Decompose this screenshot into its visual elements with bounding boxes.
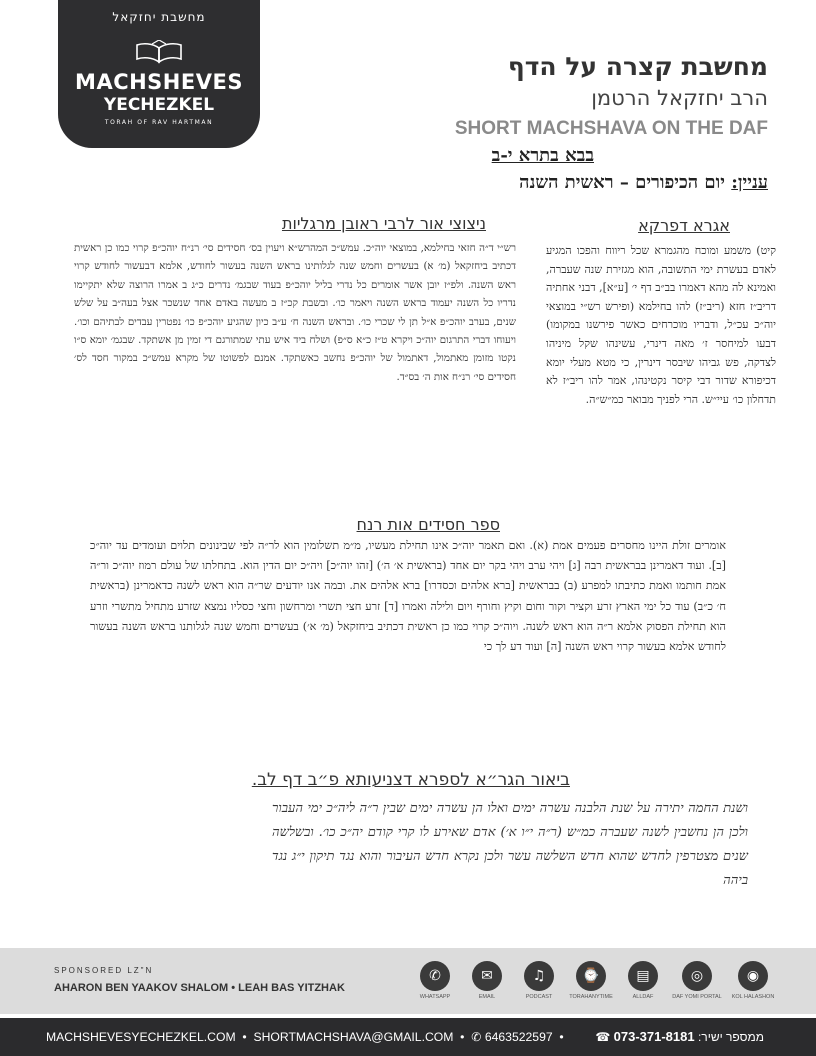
alldaf-link[interactable]	[618, 961, 668, 1000]
section-title-agra: אגרא דפרקא	[638, 216, 730, 235]
topic-line	[519, 172, 768, 193]
kol-halashon-link[interactable]	[728, 961, 778, 1000]
logo-tagline: TORAH OF RAV HARTMAN	[104, 119, 214, 126]
separator-dot: •	[239, 1030, 251, 1044]
section-title-sefer-chasidim: ספר חסידים אות רנח	[356, 515, 500, 534]
logo-line-2: YECHEZKEL	[103, 95, 215, 115]
whatsapp-icon: ✆	[420, 961, 450, 991]
contact-links	[46, 1030, 564, 1044]
podcast-icon: ♫	[524, 961, 554, 991]
daf-yomi-portal-icon: ◎	[682, 961, 712, 991]
phone-label: ממספר ישיר:	[697, 1030, 764, 1044]
section-text-biur-hagra: ושנת החמה יתירה על שנת הלבנה עשרה ימים ואלו הן עשרה ימים שבין ר״ה ליה״כ ימי העבור ולכן הן נחשבין לשנה שעברה כמ״ש (ר״ה י״ו א׳) אדם שאירע לו קרי קודם יה״כ כו׳. ובשלשה שנים מצטרפין לחדש שהוא חדש השלשה עשר ולכן נקרא חדש העיבור והוא נגד תיקון י״ג נגד ביהה	[272, 801, 748, 888]
section-text-sefer-chasidim: אומרים זולת היינו מחסרים פעמים אמת (א). ואם תאמר יוה״כ אינו תחילת מעשיו, מ״מ תשלומין הוא לר״ה לפי שבינונים תלוים ועומדים עד יוה״כ [ב]. ועוד דאמרינן בבראשית רבה [ג] ויהי ערב ויהי בקר יום אחד (בראשית א׳ ה׳) [זהו יוה״כ] ויה״כ יום הדין הוא. בתחלתו של עולם רמוז יוה״כ ור״ה אמת חותמו ואמת כתיבתו למפרע (ב) בבראשית [ברא אלהים וכסדרו] ברא אלהים את. ובמה אנו יודעים שר״ה הוא ראש לשנה כדאמרינן (בראשית ח׳ כ״ב) עוד כל ימי הארץ זרע וקציר וקור וחום וקיץ וחורף ויום ולילה ואמרו [ד] זרע חצי תשרי ומרחשון וחצי כסליו נמצא שזרע מתחיל מתשרי וזרע הוא תחילת הפסוק אלמא ר״ה הוא ראש לשנה. ויוה״כ קרוי כמו כן ראשית דכתיב ביחזקאל (מ׳ א׳) בעשרים וחמש שנה לגלותנו בראש השנה בעשור לחודש אלמא בעשור קרוי ראש השנה [ה] ועוד דע לך כי	[90, 539, 726, 654]
torahanytime-link[interactable]	[566, 961, 616, 1000]
daf-yomi-portal-link[interactable]	[672, 961, 722, 1000]
daf-yomi-portal-label: DAF YOMI PORTAL	[672, 994, 722, 1000]
whatsapp-link[interactable]	[410, 961, 460, 1000]
torahanytime-icon: ⌚	[576, 961, 606, 991]
daf-reference: בבא בתרא י-ב	[491, 145, 594, 166]
author-name: הרב יחזקאל הרטמן	[591, 86, 768, 110]
kol-halashon-icon: ◉	[738, 961, 768, 991]
whatsapp-small-icon: ✆	[471, 1030, 482, 1044]
phone-number[interactable]: 073-371-8181	[613, 1029, 695, 1044]
english-title: SHORT MACHSHAVA ON THE DAF	[454, 118, 768, 139]
email-icon: ✉	[472, 961, 502, 991]
logo-line-1: MACHSHEVES	[75, 70, 243, 94]
alldaf-icon: ▤	[628, 961, 658, 991]
whatsapp-number[interactable]: 6463522597	[484, 1030, 553, 1044]
topic-label: עניין:	[731, 172, 768, 193]
section-title-biur-hagra: ביאור הגר״א לספרא דצניעותא פ״ב דף לב.	[251, 770, 570, 790]
torahanytime-label: TORAHANYTIME	[569, 994, 613, 1000]
platform-links	[410, 961, 786, 1005]
sponsored-label: SPONSORED LZ"N	[54, 966, 154, 975]
email-address-link[interactable]: SHORTMACHSHAVA@GMAIL.COM	[253, 1030, 454, 1044]
section-text-agra: קיט) משמע ומוכח מהגמרא שכל ריווח והפכו המגיע לאדם בעשרת ימי התשובה, הוא מגזירת שנה שעברה, ואמינא לה מהא דאמרו בב״ב דף י׳ [ע״א], דבני אחתיה דריב״ז חזא (ריב״ז) להו בחילמא (ופירש רש״י במוצאי יוה״כ עכ״ל, ודבריו מוכרחים כאשר פירשנו במקומו) דבעו למיחסר ז׳ מאה דינרי, עשינהו שקל מיניהו לצדקה, פש גביהו שיבסר דינרין, כי מטא מעלי יומא דכיפורא שדור דבי קיסר נקטינהו, אמר להו ריב״ז לא תדחלון כו׳ עיי״ש. הרי לפניך מבואר כמ״ש״ה.	[546, 244, 776, 406]
logo-hebrew-text: מחשבת יחזקאל	[112, 10, 206, 24]
podcast-link[interactable]	[514, 961, 564, 1000]
separator-dot: •	[456, 1030, 468, 1044]
podcast-label: PODCAST	[525, 994, 553, 1000]
alldaf-label: ALLDAF	[632, 994, 654, 1000]
phone-icon: ☎	[595, 1030, 611, 1044]
sponsored-names: AHARON BEN YAAKOV SHALOM • LEAH BAS YITZHAK	[54, 982, 345, 994]
open-book-icon	[134, 40, 184, 66]
logo	[58, 0, 260, 148]
email-label: EMAIL	[478, 994, 496, 1000]
topic-text: יום הכיפורים – ראשית השנה	[519, 172, 725, 193]
contact-bar	[0, 1018, 816, 1056]
kol-halashon-label: KOL HALASHON	[731, 994, 775, 1000]
section-title-nitzotzei-or: ניצוצי אור לרבי ראובן מרגליות	[281, 214, 486, 233]
email-link[interactable]	[462, 961, 512, 1000]
phone-line	[595, 1029, 764, 1044]
page-title: מחשבת קצרה על הדף	[507, 52, 768, 81]
whatsapp-label: WHATSAPP	[419, 994, 451, 1000]
separator-dot: •	[556, 1030, 564, 1044]
section-text-nitzotzei-or: רש״י ד״ה חזאי בחילמא, במוצאי יוה״כ. עמש״כ המהרש״א ויעוין בס׳ חסידים סי׳ רנ״ח יוהכ״פ קרוי כמו כן ראשית דכתיב ביחזקאל (מ׳ א) בעשרים וחמש שנה לגלותינו בראש השנה בעשור לחודש, אלמא דבעשור לחודש קרוי ראש השנה. ולפ״ז יובן אשר אומרים כל נדרי בליל יוהכ״פ בעוד שבגמ׳ נדרים כ״ג ב אמרו הרוצה שלא יתקיימו נדריו כל השנה יעמוד בראש השנה ויאמר כו׳. ובשבת קכ״ז ב מעשה באדם אחד שנשכר אצל בעה״ב על שלש שנים, בערב יוהכ״פ א״ל תן לי שכרי כו׳. ובראש השנה ח׳ ע״ב כיון שהגיע יוהכ״פ כו׳ נפטרין עבדים לבתיהם וכו׳. ויעוחו דברי התרגום יוה״כ ויקרא ט״ז כ״א ס״פ) ושלח ביד איש עתי שמתורגם די זמין מן אשתקד. שבגמ׳ יומא ס״ו נקטו מזומן מאתמול, דאתמול של יוהכ״פ נחשב כאשתקד. אמנם לפשוטו של מקרא עמש״כ במקור חסד לס׳ חסידים סי׳ רנ״ח אות ה׳ בס״ד.	[74, 243, 516, 383]
website-link[interactable]: MACHSHEVESYECHEZKEL.COM	[46, 1030, 236, 1044]
